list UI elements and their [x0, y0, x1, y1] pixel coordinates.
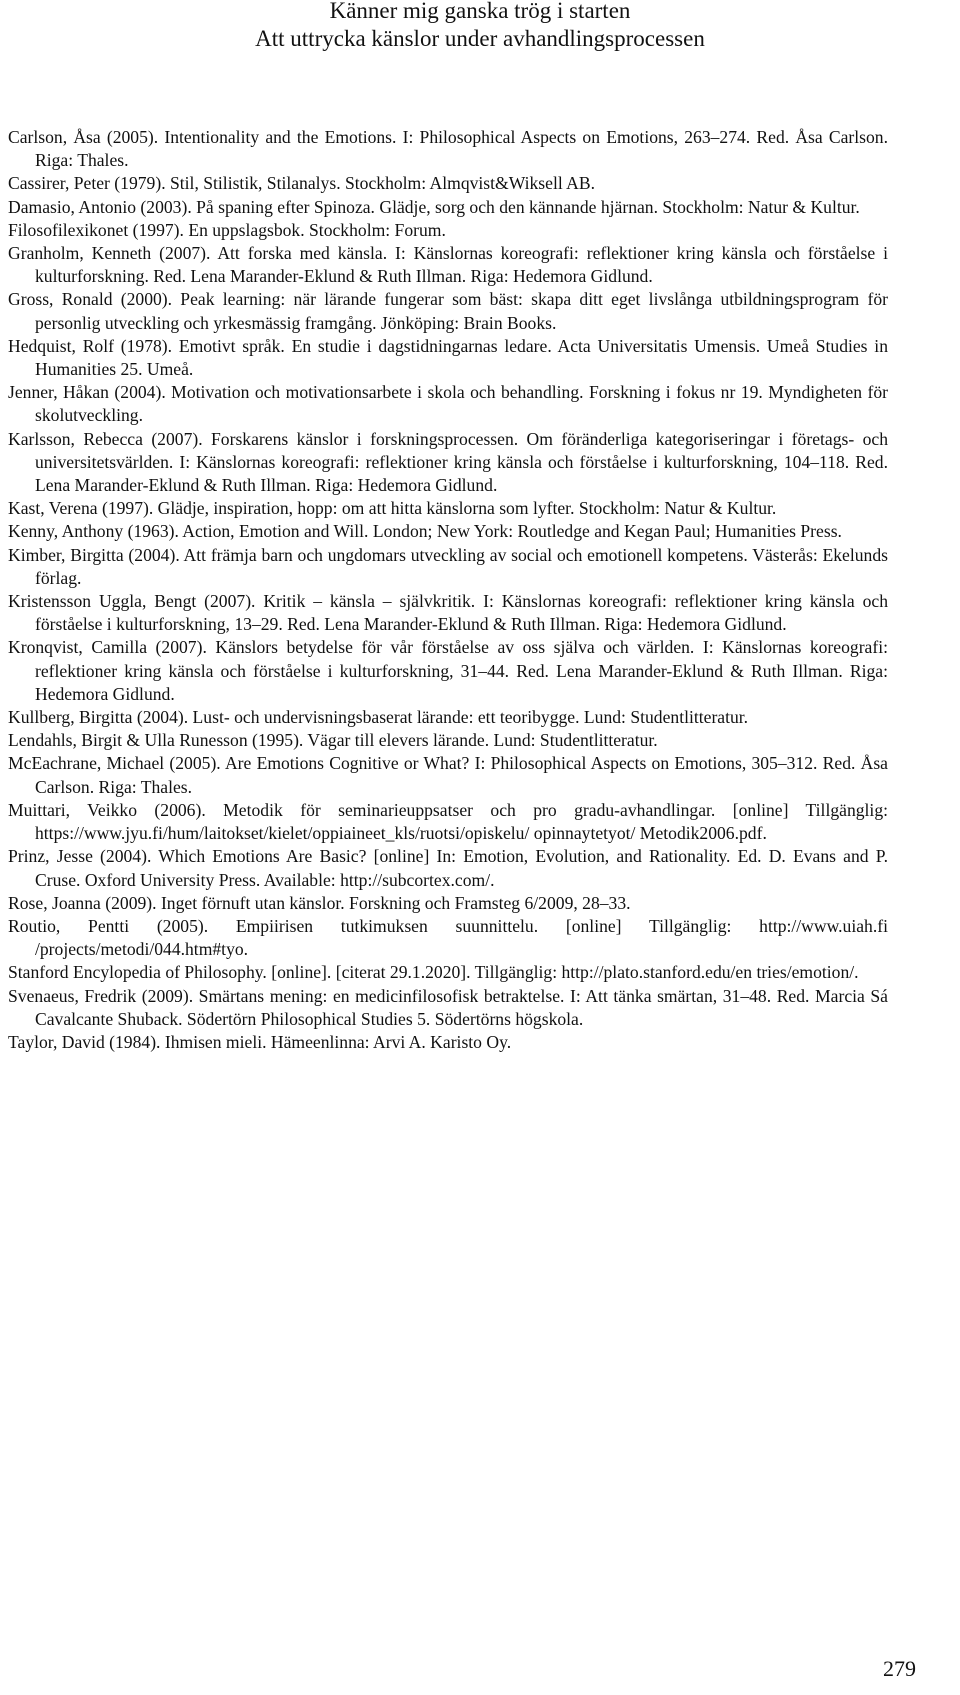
header-title-line: Känner mig ganska trög i starten [329, 0, 631, 23]
reference-entry: Karlsson, Rebecca (2007). Forskarens känslor i forskningsprocessen. Om föränderliga kategoriseringar i företags- och universitetsvärlden. I: Känslornas koreografi: reflektioner kring känsla och förståelse i kulturforskning, 104–118. Red. Lena Marander-Eklund & Ruth Illman. Riga: Hedemora Gidlund. [8, 428, 888, 496]
reference-entry: Hedquist, Rolf (1978). Emotivt språk. En studie i dagstidningarnas ledare. Acta Universitatis Umensis. Umeå Studies in Humanities 25. Umeå. [8, 335, 888, 380]
header-subtitle-line: Att uttrycka känslor under avhandlingsprocessen [255, 26, 705, 51]
reference-entry: Routio, Pentti (2005). Empiirisen tutkimuksen suunnittelu. [online] Tillgänglig: http://www.uiah.fi /projects/metodi/044.htm#tyo. [8, 915, 888, 960]
reference-entry: Prinz, Jesse (2004). Which Emotions Are Basic? [online] In: Emotion, Evolution, and Rationality. Ed. D. Evans and P. Cruse. Oxford University Press. Available: http://subcortex.com/. [8, 846, 888, 890]
reference-entry: Taylor, David (1984). Ihmisen mieli. Hämeenlinna: Arvi A. Karisto Oy. [8, 1031, 512, 1052]
reference-list [8, 126, 888, 1054]
reference-entry: Filosofilexikonet (1997). En uppslagsbok. Stockholm: Forum. [8, 219, 446, 240]
reference-entry: Kast, Verena (1997). Glädje, inspiration, hopp: om att hitta känslorna som lyfter. Stockholm: Natur & Kultur. [8, 498, 777, 519]
reference-entry: Kronqvist, Camilla (2007). Känslors betydelse för vår förståelse av oss själva och världen. I: Känslornas koreografi: reflektioner kring känsla och förståelse i kulturforskning, 31–44. Red. Lena Marander-Eklund & Ruth Illman. Riga: Hedemora Gidlund. [8, 637, 888, 704]
reference-entry: Jenner, Håkan (2004). Motivation och motivationsarbete i skola och behandling. Forskning i fokus nr 19. Myndigheten för skolutveckling. [8, 382, 888, 426]
reference-entry: Kullberg, Birgitta (2004). Lust- och undervisningsbaserat lärande: ett teoribygge. Lund: Studentlitteratur. [8, 707, 749, 728]
reference-entry: Rose, Joanna (2009). Inget förnuft utan känslor. Forskning och Framsteg 6/2009, 28–33. [8, 892, 631, 913]
reference-entry: Gross, Ronald (2000). Peak learning: när lärande fungerar som bäst: skapa ditt eget livslånga utbildningsprogram för personlig utveckling och yrkesmässig framgång. Jönköping: Brain Books. [8, 289, 888, 333]
reference-entry: Kenny, Anthony (1963). Action, Emotion and Will. London; New York: Routledge and Kegan Paul; Humanities Press. [8, 521, 842, 542]
reference-entry: Damasio, Antonio (2003). På spaning efter Spinoza. Glädje, sorg och den kännande hjärnan. Stockholm: Natur & Kultur. [8, 196, 860, 217]
running-header [0, 0, 960, 53]
reference-entry: Cassirer, Peter (1979). Stil, Stilistik, Stilanalys. Stockholm: Almqvist&Wiksell AB. [8, 173, 596, 194]
reference-entry: Stanford Encylopedia of Philosophy. [online]. [citerat 29.1.2020]. Tillgänglig: http://plato.stanford.edu/en tries/emotion/. [8, 962, 859, 983]
reference-entry: Lendahls, Birgit & Ulla Runesson (1995). Vägar till elevers lärande. Lund: Studentlitteratur. [8, 730, 658, 751]
reference-entry: McEachrane, Michael (2005). Are Emotions Cognitive or What? I: Philosophical Aspects on Emotions, 305–312. Red. Åsa Carlson. Riga: Thales. [8, 753, 888, 797]
page-number: 279 [883, 1656, 916, 1681]
reference-entry: Kimber, Birgitta (2004). Att främja barn och ungdomars utveckling av social och emotionell kompetens. Västerås: Ekelunds förlag. [8, 544, 888, 588]
reference-entry: Carlson, Åsa (2005). Intentionality and the Emotions. I: Philosophical Aspects on Emotions, 263–274. Red. Åsa Carlson. Riga: Thales. [8, 127, 888, 171]
reference-entry: Granholm, Kenneth (2007). Att forska med känsla. I: Känslornas koreografi: reflektioner kring känsla och förståelse i kulturforskning. Red. Lena Marander-Eklund & Ruth Illman. Riga: Hedemora Gidlund. [8, 243, 888, 287]
reference-entry: Muittari, Veikko (2006). Metodik för seminarieuppsatser och pro gradu-avhandlingar. [online] Tillgänglig: https://www.jyu.fi/hum/laitokset/kielet/oppiaineet_kls/ruotsi/opiskelu/ opinnaytetyot/ Metodik2006.pdf. [8, 799, 888, 844]
reference-entry: Svenaeus, Fredrik (2009). Smärtans mening: en medicinfilosofisk betraktelse. I: Att tänka smärtan, 31–48. Red. Marcia Sá Cavalcante Shuback. Södertörn Philosophical Studies 5. Södertörns högskola. [8, 985, 888, 1029]
reference-entry: Kristensson Uggla, Bengt (2007). Kritik – känsla – självkritik. I: Känslornas koreografi: reflektioner kring känsla och förståelse i kulturforskning, 13–29. Red. Lena Marander-Eklund & Ruth Illman. Riga: Hedemora Gidlund. [8, 591, 888, 635]
